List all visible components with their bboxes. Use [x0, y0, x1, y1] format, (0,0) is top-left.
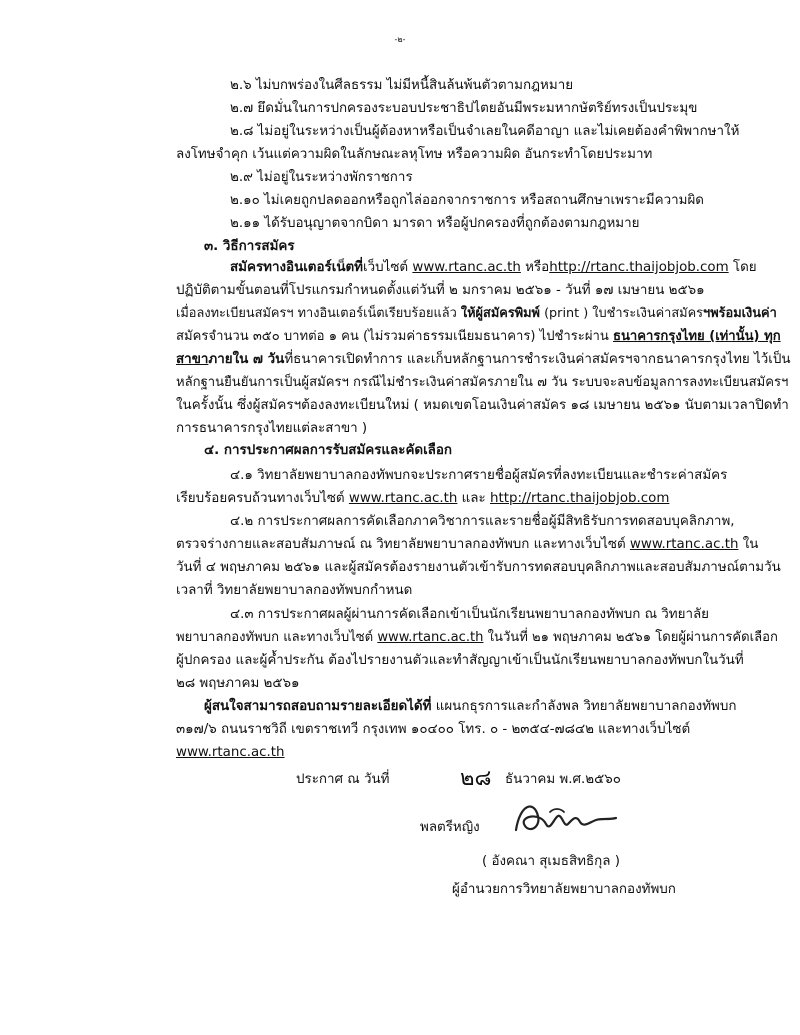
sec4-3-text-b: ในวันที่ ๒๑ พฤษภาคม ๒๕๖๑ โดยผู้ผ่านการคัดเลือก	[483, 630, 778, 645]
within-7-days: ภายใน ๗ วัน	[208, 352, 285, 367]
item-2-11: ๒.๑๑ ได้รับอนุญาตจากบิดา มารดา หรือผู้ปกครองที่ถูกต้องตามกฎหมาย	[230, 216, 640, 231]
website-link-rtanc[interactable]: www.rtanc.ac.th	[412, 260, 521, 275]
sec4-1-line2	[176, 489, 669, 509]
announce-day-handwritten: ๒๘	[460, 766, 492, 791]
sec3-line3-bold-d: ฯพร้อมเงินค่า	[703, 306, 777, 321]
sec3-line4	[176, 327, 781, 347]
website-link-rtanc[interactable]: www.rtanc.ac.th	[348, 491, 458, 506]
website-link-rtanc[interactable]: www.rtanc.ac.th	[629, 537, 739, 552]
item-2-7: ๒.๗ ยึดมั่นในการปกครองระบอบประชาธิปไตยอันมีพระมหากษัตริย์ทรงเป็นประมุข	[230, 101, 698, 116]
sec3-line5	[176, 350, 790, 370]
sec4-3-line2	[176, 628, 778, 648]
sec4-3-line4: ๒๘ พฤษภาคม ๒๕๖๑	[176, 676, 300, 691]
sec4-2-text-a: ตรวจร่างกายและสอบสัมภาษณ์ ณ วิทยาลัยพยาบาลกองทัพบก และทางเว็บไซต์	[176, 537, 630, 552]
sec3-line2: ปฏิบัติตามขั้นตอนที่โปรแกรมกำหนดตั้งแต่วันที่ ๒ มกราคม ๒๕๖๑ - วันที่ ๑๗ เมษายน ๒๕๖๑	[176, 283, 705, 298]
sec3-line1-text-b: หรือ	[520, 260, 550, 275]
sec4-2-line3: วันที่ ๔ พฤษภาคม ๒๕๖๑ และผู้สมัครต้องรายงานตัวเข้ารับการทดสอบบุคลิกภาพและสอบสัมภาษณ์ตามวัน	[176, 560, 781, 575]
sec4-1-line1: ๔.๑ วิทยาลัยพยาบาลกองทัพบกจะประกาศรายชื่อผู้สมัครที่ลงทะเบียนและชำระค่าสมัคร	[230, 468, 728, 483]
page-number: -๒-	[394, 35, 406, 44]
sec3-line5-text-c: ที่ธนาคารเปิดทำการ และเก็บหลักฐานการชำระเงินค่าสมัครฯจากธนาคารกรุงไทย ไว้เป็น	[284, 352, 791, 367]
contact-line1	[204, 697, 736, 717]
sec4-3-text-a: พยาบาลกองทัพบก และทางเว็บไซต์	[176, 630, 378, 645]
sec3-line1-text-c: โดย	[728, 260, 757, 275]
item-2-8-line1: ๒.๘ ไม่อยู่ในระหว่างเป็นผู้ต้องหาหรือเป็นจำเลยในคดีอาญา และไม่เคยต้องคำพิพากษาให้	[230, 124, 740, 139]
item-2-6: ๒.๖ ไม่บกพร่องในศีลธรรม ไม่มีหนี้สินล้นพ้นตัวตามกฎหมาย	[230, 78, 574, 93]
sec4-3-line3: ผู้ปกครอง และผู้ค้ำประกัน ต้องไปรายงานตัวและทำสัญญาเข้าเป็นนักเรียนพยาบาลกองทัพบกในวันที่	[176, 653, 744, 668]
sec4-2-line1: ๔.๒ การประกาศผลการคัดเลือกภาควิชาการและรายชื่อผู้มีสิทธิรับการทดสอบบุคลิกภาพ,	[230, 514, 735, 529]
sec3-line1	[230, 258, 757, 278]
sec4-1-text-a: เรียบร้อยครบถ้วนทางเว็บไซต์	[176, 491, 349, 506]
contact-text: แผนกธุรการและกำลังพล วิทยาลัยพยาบาลกองทัพบก	[431, 699, 737, 714]
website-link-rtanc[interactable]: www.rtanc.ac.th	[176, 745, 285, 760]
sec4-2-line2	[176, 535, 758, 555]
section-4-heading: ๔. การประกาศผลการรับสมัครและคัดเลือก	[204, 443, 453, 458]
signatory-rank: พลตรีหญิง	[420, 820, 480, 835]
sec4-1-text-b: และ	[457, 491, 490, 506]
signatory-name: ( อังคณา สุเมธสิทธิกุล )	[482, 854, 620, 869]
sec3-line1-text-a: เว็บไซต์	[363, 260, 413, 275]
website-link-thaijobjob[interactable]: http://rtanc.thaijobjob.com	[489, 491, 670, 506]
website-link-thaijobjob[interactable]: http://rtanc.thaijobjob.com	[549, 260, 729, 275]
sec3-line3-text-a: เมื่อลงทะเบียนสมัครฯ ทางอินเตอร์เน็ตเรียบร้อยแล้ว	[176, 306, 461, 321]
website-link-rtanc[interactable]: www.rtanc.ac.th	[377, 630, 484, 645]
announce-label: ประกาศ ณ วันที่	[296, 772, 390, 787]
sec3-line7: ในครั้งนั้น ซึ่งผู้สมัครฯต้องลงทะเบียนใหม่ ( หมดเขตโอนเงินค่าสมัคร ๑๘ เมษายน ๒๕๖๑ นับตามเวลาปิดทำ	[176, 398, 789, 413]
sec4-3-line1: ๔.๓ การประกาศผลผู้ผ่านการคัดเลือกเข้าเป็นนักเรียนพยาบาลกองทัพบก ณ วิทยาลัย	[230, 607, 710, 622]
sec3-line3	[176, 304, 777, 324]
branch-underlined: สาขา	[176, 352, 209, 367]
ktb-bank-only: ธนาคารกรุงไทย (เท่านั้น) ทุก	[612, 329, 781, 344]
item-2-9: ๒.๙ ไม่อยู่ในระหว่างพักราชการ	[230, 170, 413, 185]
signatory-position: ผู้อำนวยการวิทยาลัยพยาบาลกองทัพบก	[452, 882, 676, 897]
sec3-line8: การธนาคารกรุงไทยแต่ละสาขา )	[176, 421, 368, 436]
contact-address: ๓๑๗/๖ ถนนราชวิถี เขตราชเทวี กรุงเทพ ๑๐๔๐๐ โทร. ๐ - ๒๓๕๔-๗๘๔๒ และทางเว็บไซต์	[176, 722, 691, 737]
sec3-line6: หลักฐานยืนยันการเป็นผู้สมัครฯ กรณีไม่ชำระเงินค่าสมัครภายใน ๗ วัน ระบบจะลบข้อมูลการลงทะเบียนสมัครฯ	[176, 375, 789, 390]
signature-image	[510, 794, 620, 844]
item-2-10: ๒.๑๐ ไม่เคยถูกปลดออกหรือถูกไล่ออกจากราชการ หรือสถานศึกษาเพราะมีความผิด	[230, 193, 704, 208]
sec3-line4-text-a: สมัครจำนวน ๓๕๐ บาทต่อ ๑ คน (ไม่รวมค่าธรรมเนียมธนาคาร) ไปชำระผ่าน	[176, 329, 613, 344]
contact-bold: ผู้สนใจสามารถสอบถามรายละเอียดได้ที่	[204, 699, 432, 714]
sec4-2-text-b: ใน	[738, 537, 759, 552]
print-instruction-bold: ให้ผู้สมัครพิมพ์	[460, 306, 540, 321]
item-2-8-line2: ลงโทษจำคุก เว้นแต่ความผิดในลักษณะลหุโทษ หรือความผิด อันกระทำโดยประมาท	[176, 147, 653, 162]
sec3-line3-text-c: (print ) ใบชำระเงินค่าสมัคร	[540, 306, 704, 321]
contact-website	[176, 743, 285, 763]
announce-month-year: ธันวาคม พ.ศ.๒๕๖๐	[505, 772, 621, 787]
section-3-heading: ๓. วิธีการสมัคร	[204, 239, 295, 254]
sec4-2-line4: เวลาที่ วิทยาลัยพยาบาลกองทัพบกกำหนด	[176, 583, 413, 598]
online-apply-bold: สมัครทางอินเตอร์เน็ตที่	[230, 260, 363, 275]
